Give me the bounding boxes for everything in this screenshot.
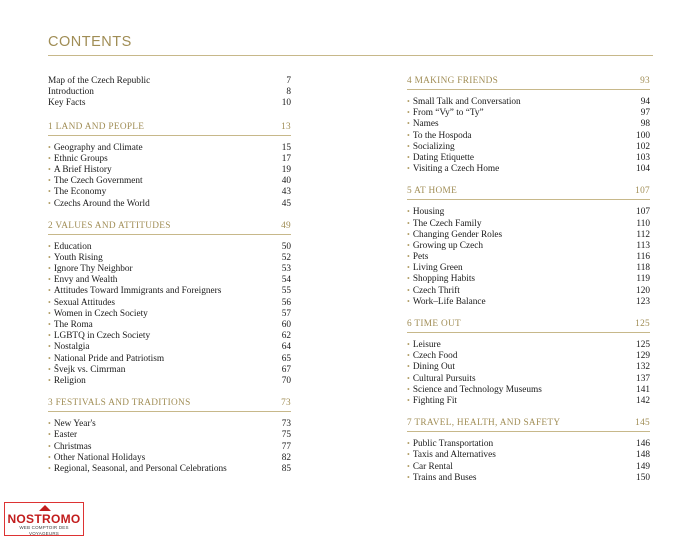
chapter-page: 13 bbox=[281, 121, 291, 132]
logo-tagline: WEB COMPTOIR DES VOYAGEURS bbox=[19, 525, 69, 536]
bullet-icon: • bbox=[48, 331, 51, 341]
toc-entry[interactable] bbox=[407, 472, 650, 483]
toc-entry[interactable] bbox=[407, 163, 650, 174]
left-chapters bbox=[48, 122, 291, 475]
bullet-icon: • bbox=[407, 450, 410, 460]
bullet-icon: • bbox=[407, 472, 410, 482]
toc-entry-page: 132 bbox=[636, 362, 650, 373]
toc-entry-text: LGBTQ in Czech Society bbox=[53, 331, 151, 342]
chapter-number: 6 bbox=[407, 319, 412, 329]
chapter-heading[interactable] bbox=[407, 186, 650, 200]
toc-entry-text: Leisure bbox=[412, 340, 441, 350]
bullet-icon: • bbox=[407, 285, 410, 295]
chapter-title-text: TRAVEL, HEALTH, AND SAFETY bbox=[414, 418, 561, 429]
toc-entry[interactable] bbox=[407, 384, 650, 395]
chapter-page: 107 bbox=[635, 186, 650, 197]
toc-entry-page: 15 bbox=[281, 142, 291, 153]
toc-entry-page: 60 bbox=[281, 320, 291, 330]
bullet-icon: • bbox=[48, 308, 51, 318]
toc-entry[interactable] bbox=[48, 142, 291, 153]
chapter-page: 93 bbox=[640, 76, 650, 86]
toc-entry-text: Nostalgia bbox=[53, 342, 90, 353]
bullet-icon: • bbox=[407, 229, 410, 239]
toc-entry-label bbox=[48, 76, 280, 87]
toc-entry[interactable] bbox=[48, 297, 291, 308]
toc-entry-label bbox=[407, 163, 630, 175]
toc-entry[interactable] bbox=[407, 118, 650, 129]
bullet-icon: • bbox=[407, 340, 410, 349]
bullet-icon: • bbox=[48, 342, 51, 352]
toc-entry-label bbox=[48, 463, 276, 475]
toc-entry-page: 112 bbox=[636, 229, 650, 240]
chapter-number: 4 bbox=[407, 76, 412, 86]
toc-entry-page: 73 bbox=[281, 419, 291, 430]
toc-entry[interactable] bbox=[407, 130, 650, 141]
chapter-heading[interactable] bbox=[407, 418, 650, 432]
toc-entry-page: 82 bbox=[281, 452, 291, 463]
toc-entry-page: 77 bbox=[281, 441, 291, 452]
toc-entry-page: 149 bbox=[636, 461, 650, 472]
chapter-number: 3 bbox=[48, 398, 53, 409]
bullet-icon: • bbox=[48, 275, 51, 285]
toc-entry-page: 146 bbox=[636, 439, 650, 450]
toc-entry-page: 67 bbox=[281, 364, 291, 375]
toc-entry[interactable] bbox=[48, 319, 291, 330]
toc-entry-text: Sexual Attitudes bbox=[53, 297, 116, 308]
toc-entry-page: 141 bbox=[636, 384, 650, 395]
toc-entry-page: 113 bbox=[636, 240, 650, 251]
toc-entry[interactable] bbox=[407, 251, 650, 262]
toc-entry[interactable] bbox=[407, 206, 650, 217]
toc-entry-page: 50 bbox=[281, 241, 291, 252]
toc-entry-page: 116 bbox=[636, 252, 650, 263]
toc-entry-text: Trains and Buses bbox=[412, 472, 477, 483]
toc-entry-page: 55 bbox=[281, 286, 291, 297]
chapter-title-text: FESTIVALS AND TRADITIONS bbox=[55, 398, 191, 409]
toc-entry[interactable] bbox=[407, 273, 650, 284]
toc-entry-text: Envy and Wealth bbox=[53, 275, 118, 286]
toc-entry-page: 17 bbox=[281, 153, 291, 164]
toc-entry[interactable] bbox=[407, 96, 650, 107]
toc-entry-page: 65 bbox=[281, 353, 291, 364]
toc-entry-text: Introduction bbox=[48, 87, 94, 98]
toc-entry[interactable] bbox=[407, 240, 650, 251]
bullet-icon: • bbox=[407, 130, 410, 140]
toc-entry[interactable] bbox=[48, 353, 291, 364]
toc-entry[interactable] bbox=[48, 87, 291, 98]
toc-entry[interactable] bbox=[48, 375, 291, 386]
toc-entry[interactable] bbox=[407, 152, 650, 163]
bullet-icon: • bbox=[407, 141, 410, 151]
toc-entry-text: Fighting Fit bbox=[412, 395, 457, 406]
toc-entry-text: Living Green bbox=[412, 263, 463, 274]
chapter-page: 49 bbox=[281, 220, 291, 231]
chapter-title-text: TIME OUT bbox=[414, 319, 461, 329]
toc-entry-text: Growing up Czech bbox=[412, 240, 484, 251]
toc-entry-page: 52 bbox=[281, 252, 291, 263]
toc-entry-label bbox=[407, 395, 630, 407]
toc-entry-text: Dining Out bbox=[412, 362, 455, 373]
toc-entry-text: New Year's bbox=[53, 419, 96, 430]
toc-entry[interactable] bbox=[407, 373, 650, 384]
bullet-icon: • bbox=[48, 176, 51, 186]
toc-entry-page: 8 bbox=[286, 87, 291, 98]
toc-entry-page: 142 bbox=[636, 395, 650, 406]
chapter-title-text: MAKING FRIENDS bbox=[414, 76, 499, 86]
toc-entry[interactable] bbox=[407, 461, 650, 472]
toc-entry-text: Changing Gender Roles bbox=[412, 229, 503, 240]
bullet-icon: • bbox=[407, 207, 410, 217]
toc-entry[interactable] bbox=[407, 361, 650, 372]
chapter-section bbox=[48, 221, 291, 386]
chapter-section bbox=[407, 319, 650, 406]
toc-entry-label bbox=[48, 375, 276, 387]
bullet-icon: • bbox=[407, 97, 410, 106]
bullet-icon: • bbox=[48, 286, 51, 296]
toc-entry-text: Names bbox=[412, 119, 439, 130]
toc-entry[interactable] bbox=[48, 330, 291, 341]
chapter-title bbox=[48, 221, 171, 231]
toc-entry[interactable] bbox=[48, 364, 291, 375]
toc-entry-page: 43 bbox=[281, 187, 291, 198]
bullet-icon: • bbox=[48, 187, 51, 197]
toc-entry-text: The Economy bbox=[53, 187, 107, 198]
nostromo-logo bbox=[4, 502, 84, 536]
toc-entry[interactable] bbox=[48, 98, 291, 109]
toc-entry[interactable] bbox=[407, 107, 650, 118]
toc-entry-page: 119 bbox=[636, 274, 650, 285]
toc-entry-page: 19 bbox=[281, 164, 291, 175]
chapter-section bbox=[407, 186, 650, 307]
toc-entry-page: 100 bbox=[636, 130, 650, 141]
bullet-icon: • bbox=[407, 461, 410, 471]
toc-entry-page: 107 bbox=[636, 207, 650, 218]
bullet-icon: • bbox=[407, 362, 410, 372]
chapter-title bbox=[407, 418, 560, 428]
toc-entry[interactable] bbox=[48, 285, 291, 296]
toc-entry-text: Visiting a Czech Home bbox=[412, 164, 500, 175]
toc-entry-text: Key Facts bbox=[48, 98, 86, 109]
chapter-heading[interactable] bbox=[48, 398, 291, 412]
toc-entry[interactable] bbox=[48, 164, 291, 175]
bullet-icon: • bbox=[48, 364, 51, 374]
bullet-icon: • bbox=[407, 439, 410, 449]
bullet-icon: • bbox=[407, 252, 410, 262]
toc-entry-page: 98 bbox=[640, 119, 650, 130]
bullet-icon: • bbox=[48, 320, 51, 329]
toc-entry-text: Education bbox=[53, 241, 92, 252]
chapter-title-text: AT HOME bbox=[414, 186, 458, 197]
bullet-icon: • bbox=[407, 351, 410, 361]
bullet-icon: • bbox=[407, 218, 410, 228]
toc-entry-text: Easter bbox=[53, 430, 78, 441]
toc-entry-text: Other National Holidays bbox=[53, 452, 146, 463]
title-divider bbox=[48, 55, 653, 56]
toc-entry[interactable] bbox=[48, 441, 291, 452]
toc-entry-text: Taxis and Alternatives bbox=[412, 450, 496, 461]
chapter-title bbox=[407, 319, 461, 329]
toc-entry-label bbox=[48, 98, 276, 109]
toc-entry-text: Švejk vs. Cimrman bbox=[53, 364, 126, 375]
toc-entry[interactable] bbox=[48, 198, 291, 209]
bullet-icon: • bbox=[48, 353, 51, 363]
toc-entry-label bbox=[48, 198, 276, 210]
toc-entry-page: 104 bbox=[636, 164, 650, 175]
chapter-section bbox=[48, 122, 291, 209]
toc-entry-text: Small Talk and Conversation bbox=[412, 97, 521, 107]
toc-entry-text: From “Vy” to “Ty” bbox=[412, 108, 484, 119]
page-title: CONTENTS bbox=[48, 34, 132, 50]
toc-entry-page: 137 bbox=[636, 373, 650, 384]
toc-entry[interactable] bbox=[48, 252, 291, 263]
toc-entry[interactable] bbox=[48, 463, 291, 474]
toc-entry-label bbox=[407, 296, 630, 308]
toc-entry-text: Work–Life Balance bbox=[412, 296, 486, 307]
toc-entry[interactable] bbox=[407, 262, 650, 273]
chapter-heading[interactable] bbox=[48, 122, 291, 136]
bullet-icon: • bbox=[48, 252, 51, 262]
chapter-section bbox=[407, 418, 650, 483]
chapter-title bbox=[48, 122, 144, 132]
toc-entry-page: 118 bbox=[636, 263, 650, 274]
toc-entry-text: Pets bbox=[412, 252, 429, 263]
toc-entry-text: Public Transportation bbox=[412, 439, 494, 450]
toc-entry-page: 54 bbox=[281, 275, 291, 286]
toc-entry[interactable] bbox=[48, 308, 291, 319]
toc-entry[interactable] bbox=[48, 418, 291, 429]
chapter-page: 145 bbox=[635, 418, 650, 429]
bullet-icon: • bbox=[407, 108, 410, 118]
chapter-title bbox=[407, 186, 457, 196]
toc-entry-text: The Czech Family bbox=[412, 218, 482, 229]
toc-entry-text: Cultural Pursuits bbox=[412, 373, 476, 384]
bullet-icon: • bbox=[407, 274, 410, 284]
toc-entry[interactable] bbox=[48, 153, 291, 164]
toc-entry-text: Czechs Around the World bbox=[53, 198, 150, 209]
bullet-icon: • bbox=[407, 263, 410, 273]
toc-entry-text: The Roma bbox=[53, 320, 93, 330]
bullet-icon: • bbox=[48, 142, 51, 152]
toc-entry-text: Ethnic Groups bbox=[53, 153, 108, 164]
bullet-icon: • bbox=[407, 296, 410, 306]
toc-entry-text: Dating Etiquette bbox=[412, 152, 475, 163]
toc-entry[interactable] bbox=[48, 341, 291, 352]
toc-entry-text: Regional, Seasonal, and Personal Celebrations bbox=[53, 463, 227, 474]
toc-entry[interactable] bbox=[407, 218, 650, 229]
toc-entry-text: Attitudes Toward Immigrants and Foreigners bbox=[53, 286, 222, 297]
bullet-icon: • bbox=[407, 164, 410, 174]
toc-entry[interactable] bbox=[407, 296, 650, 307]
toc-entry-page: 53 bbox=[281, 264, 291, 275]
toc-entry-page: 150 bbox=[636, 472, 650, 483]
toc-entry[interactable] bbox=[407, 395, 650, 406]
chapter-section bbox=[48, 398, 291, 474]
toc-entry-text: Socializing bbox=[412, 141, 455, 152]
toc-entry[interactable] bbox=[48, 274, 291, 285]
chapter-title bbox=[407, 76, 498, 86]
bullet-icon: • bbox=[407, 384, 410, 394]
roof-icon bbox=[39, 505, 51, 511]
chapter-number: 2 bbox=[48, 220, 53, 231]
bullet-icon: • bbox=[48, 153, 51, 163]
bullet-icon: • bbox=[48, 430, 51, 440]
bullet-icon: • bbox=[48, 463, 51, 473]
toc-entry[interactable] bbox=[48, 452, 291, 463]
toc-entry-text: National Pride and Patriotism bbox=[53, 353, 165, 364]
toc-entry-text: Czech Thrift bbox=[412, 285, 460, 296]
bullet-icon: • bbox=[48, 441, 51, 451]
toc-entry[interactable] bbox=[48, 175, 291, 186]
toc-entry-text: Ignore Thy Neighbor bbox=[53, 264, 133, 275]
toc-entry-page: 64 bbox=[281, 342, 291, 353]
toc-entry-text: A Brief History bbox=[53, 164, 112, 175]
toc-entry-page: 148 bbox=[636, 450, 650, 461]
chapter-page: 125 bbox=[635, 319, 650, 329]
bullet-icon: • bbox=[48, 241, 51, 251]
chapter-number: 7 bbox=[407, 418, 412, 429]
toc-entry[interactable] bbox=[407, 449, 650, 460]
toc-entry-text: Geography and Climate bbox=[53, 142, 143, 153]
toc-entry-label bbox=[48, 87, 280, 98]
bullet-icon: • bbox=[48, 452, 51, 462]
toc-entry[interactable] bbox=[48, 186, 291, 197]
toc-entry-text: Car Rental bbox=[412, 461, 453, 472]
bullet-icon: • bbox=[407, 373, 410, 383]
bullet-icon: • bbox=[48, 297, 51, 307]
toc-entry[interactable] bbox=[48, 76, 291, 87]
toc-entry-page: 97 bbox=[640, 108, 650, 119]
toc-entry-page: 7 bbox=[286, 76, 291, 86]
toc-entry-page: 123 bbox=[636, 296, 650, 307]
toc-entry[interactable] bbox=[407, 350, 650, 361]
bullet-icon: • bbox=[48, 264, 51, 274]
logo-brand: NOSTROMO bbox=[7, 512, 81, 526]
toc-entry-page: 56 bbox=[281, 297, 291, 308]
bullet-icon: • bbox=[407, 119, 410, 129]
toc-entry-text: Housing bbox=[412, 207, 445, 218]
toc-entry[interactable] bbox=[48, 241, 291, 252]
chapter-page: 73 bbox=[281, 398, 291, 409]
toc-entry-page: 57 bbox=[281, 308, 291, 319]
toc-entry-page: 75 bbox=[281, 430, 291, 441]
toc-entry[interactable] bbox=[407, 285, 650, 296]
bullet-icon: • bbox=[48, 198, 51, 208]
toc-entry[interactable] bbox=[48, 263, 291, 274]
toc-entry-page: 129 bbox=[636, 351, 650, 362]
toc-entry[interactable] bbox=[407, 438, 650, 449]
front-matter-list bbox=[48, 76, 291, 110]
toc-entry-page: 45 bbox=[281, 198, 291, 209]
toc-entry-text: Czech Food bbox=[412, 351, 458, 362]
toc-entry-page: 70 bbox=[281, 375, 291, 386]
chapter-number: 1 bbox=[48, 121, 53, 132]
chapter-title-text: LAND AND PEOPLE bbox=[55, 121, 145, 132]
toc-entry[interactable] bbox=[407, 229, 650, 240]
toc-entry-page: 10 bbox=[281, 98, 291, 109]
chapter-title-text: VALUES AND ATTITUDES bbox=[55, 220, 171, 231]
chapter-title bbox=[48, 398, 191, 408]
bullet-icon: • bbox=[407, 152, 410, 162]
toc-entry-page: 40 bbox=[281, 176, 291, 187]
right-column bbox=[407, 76, 650, 495]
toc-entry-text: Science and Technology Museums bbox=[412, 384, 542, 395]
toc-entry-page: 94 bbox=[640, 97, 650, 107]
toc-entry-page: 110 bbox=[636, 218, 650, 229]
toc-entry-text: Shopping Habits bbox=[412, 274, 476, 285]
toc-entry-text: Women in Czech Society bbox=[53, 308, 148, 319]
toc-entry-page: 120 bbox=[636, 285, 650, 296]
bullet-icon: • bbox=[48, 164, 51, 174]
right-chapters bbox=[407, 76, 650, 483]
toc-entry[interactable] bbox=[407, 141, 650, 152]
toc-entry-text: Religion bbox=[53, 375, 86, 386]
toc-entry-text: Christmas bbox=[53, 441, 92, 452]
chapter-heading[interactable] bbox=[407, 76, 650, 90]
toc-entry[interactable] bbox=[48, 429, 291, 440]
bullet-icon: • bbox=[48, 375, 51, 385]
toc-entry[interactable] bbox=[407, 339, 650, 350]
toc-entry-page: 102 bbox=[636, 141, 650, 152]
toc-entry-page: 103 bbox=[636, 152, 650, 163]
chapter-heading[interactable] bbox=[48, 221, 291, 235]
bullet-icon: • bbox=[407, 240, 410, 250]
toc-entry-page: 85 bbox=[281, 463, 291, 474]
bullet-icon: • bbox=[407, 395, 410, 405]
toc-entry-text: To the Hospoda bbox=[412, 130, 472, 141]
bullet-icon: • bbox=[48, 419, 51, 429]
toc-entry-text: Map of the Czech Republic bbox=[48, 76, 151, 86]
toc-entry-label bbox=[407, 472, 630, 484]
left-column bbox=[48, 76, 291, 486]
chapter-number: 5 bbox=[407, 186, 412, 197]
toc-entry-text: Youth Rising bbox=[53, 252, 103, 263]
toc-entry-text: The Czech Government bbox=[53, 176, 143, 187]
chapter-section bbox=[407, 76, 650, 174]
chapter-heading[interactable] bbox=[407, 319, 650, 333]
toc-entry-page: 62 bbox=[281, 331, 291, 342]
toc-entry-page: 125 bbox=[636, 340, 650, 350]
